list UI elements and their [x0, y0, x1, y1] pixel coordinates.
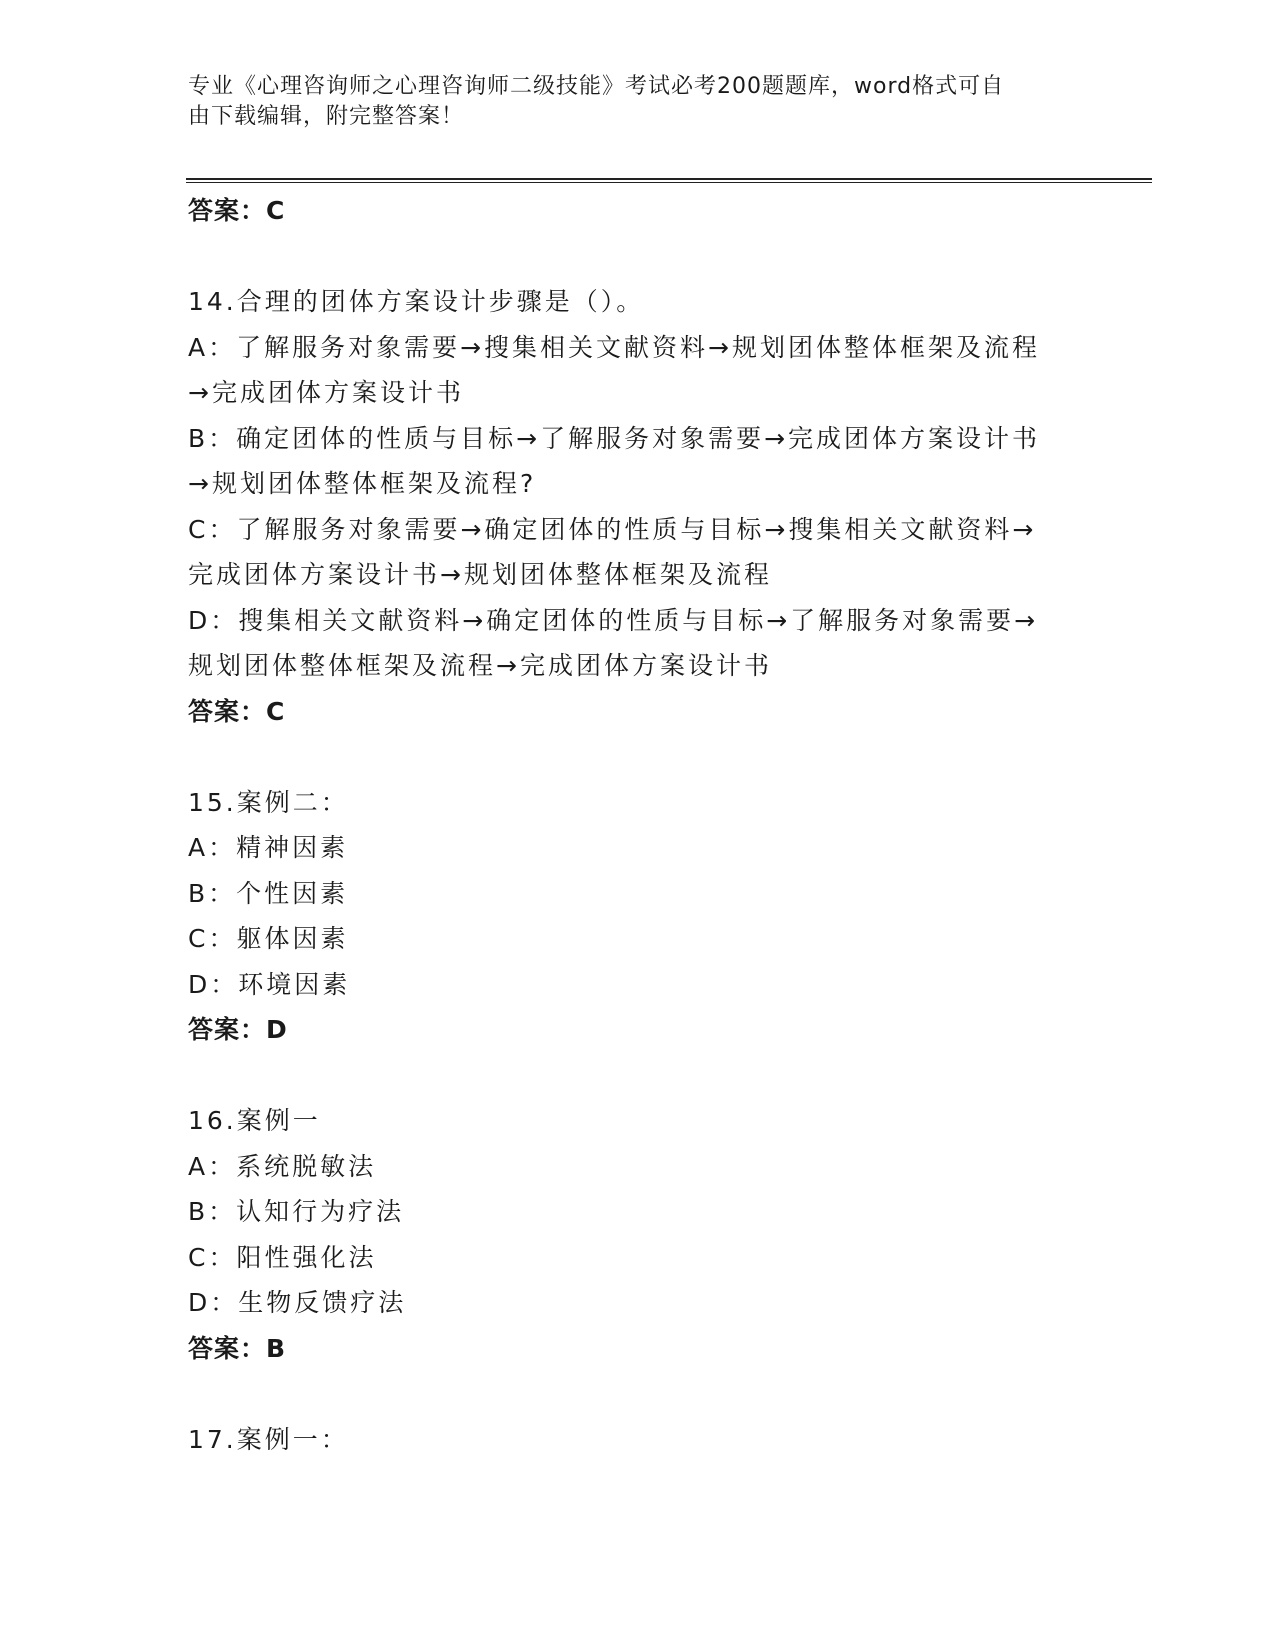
question-15: [188, 780, 1088, 1053]
question-14-option-a-line2: →完成团体方案设计书: [188, 378, 464, 407]
question-14-option-c-line2: 完成团体方案设计书→规划团体整体框架及流程: [188, 560, 772, 589]
spacer: [188, 234, 1088, 280]
spacer: [188, 1053, 1088, 1099]
question-15-option-b: B：个性因素: [188, 878, 349, 908]
question-16-option-a: A：系统脱敏法: [188, 1151, 377, 1181]
header-line-2: 由下载编辑，附完整答案！: [188, 104, 465, 129]
question-14-option-c-line1: C：了解服务对象需要→确定团体的性质与目标→搜集相关文献资料→: [188, 514, 1037, 544]
answer-q15: 答案：D: [188, 1015, 288, 1044]
question-16-text: 16.案例一: [188, 1106, 321, 1135]
question-16-option-d: D：生物反馈疗法: [188, 1288, 407, 1317]
question-16: [188, 1098, 1088, 1371]
question-15-text: 15.案例二：: [188, 787, 349, 817]
question-17: [188, 1417, 1088, 1463]
question-15-option-c: C：躯体因素: [188, 924, 349, 953]
question-16-option-c: C：阳性强化法: [188, 1242, 377, 1272]
answer-q14: 答案：C: [188, 696, 286, 726]
spacer: [188, 1371, 1088, 1417]
question-14-option-b-line2: →规划团体整体框架及流程?: [188, 469, 537, 498]
question-14-option-a-line1: A：了解服务对象需要→搜集相关文献资料→规划团体整体框架及流程: [188, 332, 1040, 362]
question-15-option-a: A：精神因素: [188, 833, 349, 862]
question-14-text: 14.合理的团体方案设计步骤是（）。: [188, 287, 645, 316]
answer-q16: 答案：B: [188, 1333, 287, 1363]
page-header: [188, 72, 1068, 132]
question-14-option-d-line2: 规划团体整体框架及流程→完成团体方案设计书: [188, 651, 772, 680]
question-16-option-b: B：认知行为疗法: [188, 1197, 405, 1226]
header-divider: [186, 178, 1152, 183]
question-14-option-d-line1: D：搜集相关文献资料→确定团体的性质与目标→了解服务对象需要→: [188, 605, 1039, 635]
question-14-option-b-line1: B：确定团体的性质与目标→了解服务对象需要→完成团体方案设计书: [188, 423, 1041, 453]
document-body: [188, 188, 1088, 1462]
question-14: [188, 279, 1088, 734]
spacer: [188, 734, 1088, 780]
header-line-1: 专业《心理咨询师之心理咨询师二级技能》考试必考200题题库，word格式可自: [188, 74, 1005, 99]
answer-q13: 答案：C: [188, 196, 286, 225]
question-15-option-d: D：环境因素: [188, 969, 351, 999]
question-17-text: 17.案例一：: [188, 1424, 349, 1454]
